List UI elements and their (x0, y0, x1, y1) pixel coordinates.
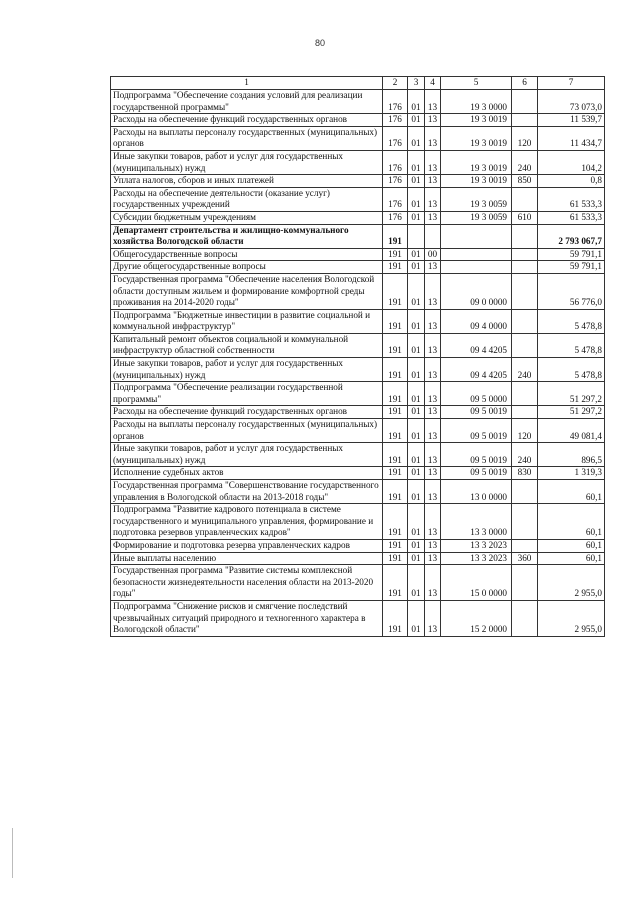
row-target-cell: 15 0 0000 (441, 565, 512, 601)
row-subsection-cell: 13 (425, 382, 441, 406)
row-name-cell: Расходы на обеспечение функций государственных органов (111, 406, 383, 419)
row-ved-cell: 191 (383, 333, 408, 357)
table-row (111, 90, 605, 114)
row-expense-type-cell (512, 333, 538, 357)
row-target-cell: 09 5 0019 (441, 443, 512, 467)
row-subsection-cell: 13 (425, 552, 441, 565)
row-subsection-cell (425, 224, 441, 248)
row-target-cell: 19 3 0059 (441, 187, 512, 211)
row-target-cell: 15 2 0000 (441, 600, 512, 636)
row-expense-type-cell (512, 382, 538, 406)
header-cell: 3 (408, 77, 425, 90)
row-subsection-cell: 13 (425, 480, 441, 504)
row-subsection-cell: 13 (425, 126, 441, 150)
row-sum-cell: 5 478,8 (538, 333, 605, 357)
row-expense-type-cell: 360 (512, 552, 538, 565)
row-sum-cell: 2 955,0 (538, 600, 605, 636)
row-subsection-cell: 13 (425, 504, 441, 540)
row-sum-cell: 11 434,7 (538, 126, 605, 150)
row-sum-cell: 59 791,1 (538, 261, 605, 274)
row-target-cell: 13 0 0000 (441, 480, 512, 504)
row-expense-type-cell (512, 90, 538, 114)
row-section-cell (408, 224, 425, 248)
row-section-cell: 01 (408, 443, 425, 467)
row-expense-type-cell: 610 (512, 211, 538, 224)
row-subsection-cell: 13 (425, 443, 441, 467)
row-sum-cell: 11 539,7 (538, 114, 605, 127)
row-sum-cell: 0,8 (538, 175, 605, 188)
row-subsection-cell: 13 (425, 175, 441, 188)
table-row (111, 150, 605, 174)
row-sum-cell: 2 793 067,7 (538, 224, 605, 248)
row-name-cell: Иные закупки товаров, работ и услуг для государственных (муниципальных) нужд (111, 150, 383, 174)
row-expense-type-cell (512, 114, 538, 127)
row-name-cell: Расходы на обеспечение функций государственных органов (111, 114, 383, 127)
row-target-cell: 13 3 2023 (441, 552, 512, 565)
row-section-cell: 01 (408, 175, 425, 188)
row-expense-type-cell: 850 (512, 175, 538, 188)
row-ved-cell: 191 (383, 504, 408, 540)
table-row (111, 114, 605, 127)
row-name-cell: Подпрограмма "Бюджетные инвестиции в развитие социальной и коммунальной инфраструктур" (111, 309, 383, 333)
row-section-cell: 01 (408, 382, 425, 406)
table-row (111, 480, 605, 504)
row-sum-cell: 51 297,2 (538, 406, 605, 419)
row-subsection-cell: 13 (425, 211, 441, 224)
row-subsection-cell: 13 (425, 539, 441, 552)
row-section-cell: 01 (408, 480, 425, 504)
scan-margin-mark (12, 828, 13, 878)
row-name-cell: Государственная программа "Обеспечение населения Вологодской области доступным жильем и формирование комфортной среды проживания на 2014-2020 годы" (111, 273, 383, 309)
row-name-cell: Подпрограмма "Обеспечение создания условий для реализации государственной программы" (111, 90, 383, 114)
row-target-cell: 19 3 0019 (441, 175, 512, 188)
row-ved-cell: 191 (383, 600, 408, 636)
table-row (111, 211, 605, 224)
table-row (111, 467, 605, 480)
row-expense-type-cell (512, 309, 538, 333)
row-name-cell: Расходы на обеспечение деятельности (оказание услуг) государственных учреждений (111, 187, 383, 211)
row-subsection-cell: 13 (425, 333, 441, 357)
row-name-cell: Исполнение судебных актов (111, 467, 383, 480)
row-expense-type-cell (512, 406, 538, 419)
row-ved-cell: 191 (383, 443, 408, 467)
row-subsection-cell: 13 (425, 406, 441, 419)
row-expense-type-cell (512, 261, 538, 274)
row-name-cell: Подпрограмма "Обеспечение реализации государственной программы" (111, 382, 383, 406)
table-row (111, 552, 605, 565)
row-sum-cell: 2 955,0 (538, 565, 605, 601)
row-name-cell: Уплата налогов, сборов и иных платежей (111, 175, 383, 188)
row-ved-cell: 176 (383, 175, 408, 188)
row-section-cell: 01 (408, 504, 425, 540)
row-target-cell: 09 5 0019 (441, 467, 512, 480)
row-sum-cell: 61 533,3 (538, 187, 605, 211)
row-section-cell: 01 (408, 419, 425, 443)
row-name-cell: Капитальный ремонт объектов социальной и коммунальной инфраструктур областной собственности (111, 333, 383, 357)
table-row (111, 273, 605, 309)
row-expense-type-cell (512, 565, 538, 601)
row-name-cell: Другие общегосударственные вопросы (111, 261, 383, 274)
row-target-cell: 09 0 0000 (441, 273, 512, 309)
row-subsection-cell: 13 (425, 150, 441, 174)
row-sum-cell: 59 791,1 (538, 248, 605, 261)
row-section-cell: 01 (408, 273, 425, 309)
row-name-cell: Подпрограмма "Снижение рисков и смягчение последствий чрезвычайных ситуаций природного и техногенного характера в Вологодской области" (111, 600, 383, 636)
header-cell: 5 (441, 77, 512, 90)
row-section-cell: 01 (408, 126, 425, 150)
row-section-cell: 01 (408, 467, 425, 480)
row-section-cell: 01 (408, 333, 425, 357)
row-ved-cell: 191 (383, 552, 408, 565)
row-sum-cell: 5 478,8 (538, 358, 605, 382)
row-name-cell: Департамент строительства и жилищно-коммунального хозяйства Вологодской области (111, 224, 383, 248)
row-target-cell: 09 4 0000 (441, 309, 512, 333)
row-section-cell: 01 (408, 565, 425, 601)
row-subsection-cell: 13 (425, 114, 441, 127)
row-name-cell: Субсидии бюджетным учреждениям (111, 211, 383, 224)
table-row (111, 419, 605, 443)
row-expense-type-cell: 830 (512, 467, 538, 480)
row-section-cell: 01 (408, 114, 425, 127)
row-sum-cell: 51 297,2 (538, 382, 605, 406)
row-expense-type-cell: 240 (512, 358, 538, 382)
row-ved-cell: 191 (383, 419, 408, 443)
table-row (111, 565, 605, 601)
table-row (111, 175, 605, 188)
table-row (111, 382, 605, 406)
table-row (111, 600, 605, 636)
row-ved-cell: 191 (383, 309, 408, 333)
row-sum-cell: 60,1 (538, 552, 605, 565)
row-sum-cell: 73 073,0 (538, 90, 605, 114)
row-section-cell: 01 (408, 539, 425, 552)
row-expense-type-cell (512, 539, 538, 552)
row-sum-cell: 1 319,3 (538, 467, 605, 480)
row-ved-cell: 191 (383, 539, 408, 552)
row-section-cell: 01 (408, 248, 425, 261)
row-ved-cell: 191 (383, 406, 408, 419)
row-ved-cell: 191 (383, 273, 408, 309)
table-body (111, 90, 605, 637)
row-name-cell: Иные закупки товаров, работ и услуг для государственных (муниципальных) нужд (111, 443, 383, 467)
row-ved-cell: 191 (383, 358, 408, 382)
row-name-cell: Иные закупки товаров, работ и услуг для государственных (муниципальных) нужд (111, 358, 383, 382)
row-target-cell: 19 3 0019 (441, 150, 512, 174)
row-target-cell: 19 3 0019 (441, 126, 512, 150)
header-cell: 6 (512, 77, 538, 90)
row-ved-cell: 176 (383, 90, 408, 114)
row-expense-type-cell (512, 248, 538, 261)
row-section-cell: 01 (408, 261, 425, 274)
row-section-cell: 01 (408, 552, 425, 565)
row-ved-cell: 176 (383, 126, 408, 150)
row-sum-cell: 60,1 (538, 504, 605, 540)
row-section-cell: 01 (408, 406, 425, 419)
row-sum-cell: 56 776,0 (538, 273, 605, 309)
row-target-cell: 19 3 0059 (441, 211, 512, 224)
row-target-cell: 13 3 2023 (441, 539, 512, 552)
row-name-cell: Расходы на выплаты персоналу государственных (муниципальных) органов (111, 126, 383, 150)
row-ved-cell: 176 (383, 114, 408, 127)
row-ved-cell: 176 (383, 150, 408, 174)
row-subsection-cell: 13 (425, 273, 441, 309)
table-header-row (111, 77, 605, 90)
row-section-cell: 01 (408, 187, 425, 211)
table-row (111, 443, 605, 467)
row-ved-cell: 191 (383, 565, 408, 601)
row-subsection-cell: 13 (425, 565, 441, 601)
row-expense-type-cell (512, 480, 538, 504)
row-name-cell: Государственная программа "Развитие системы комплексной безопасности жизнедеятельности населения области на 2013-2020 годы" (111, 565, 383, 601)
row-name-cell: Иные выплаты населению (111, 552, 383, 565)
table-row (111, 126, 605, 150)
row-sum-cell: 60,1 (538, 480, 605, 504)
row-ved-cell: 176 (383, 211, 408, 224)
table-row (111, 248, 605, 261)
row-section-cell: 01 (408, 309, 425, 333)
row-subsection-cell: 13 (425, 467, 441, 480)
row-subsection-cell: 13 (425, 261, 441, 274)
row-sum-cell: 49 081,4 (538, 419, 605, 443)
table-row (111, 224, 605, 248)
row-ved-cell: 176 (383, 187, 408, 211)
row-expense-type-cell: 120 (512, 126, 538, 150)
row-section-cell: 01 (408, 211, 425, 224)
row-target-cell: 19 3 0019 (441, 114, 512, 127)
row-ved-cell: 191 (383, 248, 408, 261)
row-expense-type-cell (512, 187, 538, 211)
table-row (111, 539, 605, 552)
row-name-cell: Подпрограмма "Развитие кадрового потенциала в системе государственного и муниципального управления, формирование и подготовка резервов управленческих кадров" (111, 504, 383, 540)
row-ved-cell: 191 (383, 382, 408, 406)
row-subsection-cell: 13 (425, 419, 441, 443)
row-target-cell (441, 224, 512, 248)
row-subsection-cell: 13 (425, 309, 441, 333)
header-cell: 1 (111, 77, 383, 90)
row-name-cell: Государственная программа "Совершенствование государственного управления в Вологодской области на 2013-2018 годы" (111, 480, 383, 504)
row-section-cell: 01 (408, 358, 425, 382)
row-subsection-cell: 00 (425, 248, 441, 261)
table-row (111, 261, 605, 274)
row-expense-type-cell: 240 (512, 150, 538, 174)
row-sum-cell: 104,2 (538, 150, 605, 174)
row-expense-type-cell: 240 (512, 443, 538, 467)
row-target-cell: 09 4 4205 (441, 333, 512, 357)
row-subsection-cell: 13 (425, 358, 441, 382)
header-cell: 7 (538, 77, 605, 90)
row-target-cell: 19 3 0000 (441, 90, 512, 114)
row-ved-cell: 191 (383, 261, 408, 274)
row-subsection-cell: 13 (425, 90, 441, 114)
row-expense-type-cell (512, 504, 538, 540)
table-row (111, 406, 605, 419)
page-number: 80 (314, 38, 325, 48)
row-section-cell: 01 (408, 600, 425, 636)
table-row (111, 504, 605, 540)
row-name-cell: Формирование и подготовка резерва управленческих кадров (111, 539, 383, 552)
row-sum-cell: 5 478,8 (538, 309, 605, 333)
table-row (111, 309, 605, 333)
row-expense-type-cell (512, 224, 538, 248)
row-section-cell: 01 (408, 150, 425, 174)
table-row (111, 333, 605, 357)
row-section-cell: 01 (408, 90, 425, 114)
row-subsection-cell: 13 (425, 600, 441, 636)
budget-table (110, 76, 605, 637)
table-row (111, 358, 605, 382)
row-target-cell (441, 261, 512, 274)
row-expense-type-cell (512, 273, 538, 309)
row-target-cell: 09 5 0019 (441, 419, 512, 443)
table-row (111, 187, 605, 211)
row-subsection-cell: 13 (425, 187, 441, 211)
row-sum-cell: 60,1 (538, 539, 605, 552)
row-sum-cell: 896,5 (538, 443, 605, 467)
row-name-cell: Расходы на выплаты персоналу государственных (муниципальных) органов (111, 419, 383, 443)
row-target-cell: 09 5 0000 (441, 382, 512, 406)
header-cell: 4 (425, 77, 441, 90)
row-ved-cell: 191 (383, 467, 408, 480)
row-ved-cell: 191 (383, 480, 408, 504)
row-ved-cell: 191 (383, 224, 408, 248)
header-cell: 2 (383, 77, 408, 90)
row-expense-type-cell (512, 600, 538, 636)
row-target-cell: 13 3 0000 (441, 504, 512, 540)
row-name-cell: Общегосударственные вопросы (111, 248, 383, 261)
row-target-cell: 09 4 4205 (441, 358, 512, 382)
row-target-cell: 09 5 0019 (441, 406, 512, 419)
row-expense-type-cell: 120 (512, 419, 538, 443)
row-sum-cell: 61 533,3 (538, 211, 605, 224)
row-target-cell (441, 248, 512, 261)
